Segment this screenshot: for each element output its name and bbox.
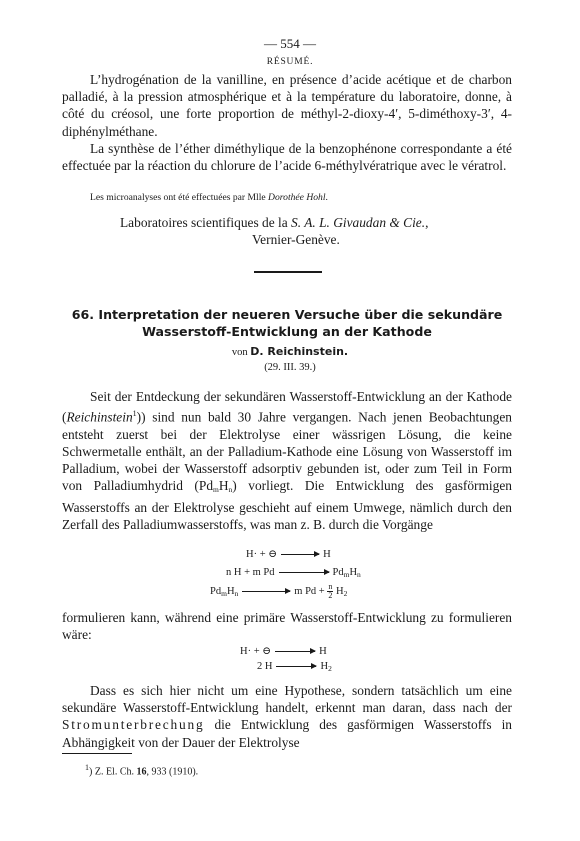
reaction-arrow	[275, 651, 315, 652]
reaction-arrow	[242, 591, 290, 592]
footnote: $^1$) Z. El. Ch. 16, 933 (1910).	[85, 763, 199, 778]
article-paragraph-1: Seit der Entdeckung der sekundären Wasserstoff-Entwicklung an der Kathode (Reichinstein$^1$)) sind nun bald 30 Jahre vergangen. Nach jenen Beobachtungen entsteht zuerst bei der Elektrolyse einer wässrigen Lösung, die keine Schwermetalle enthält, an der Palladium-Kathode eine Lösung von Wasserstoff im Palladium, wobei der Wasserstoff adsorptiv gebunden ist, oder zum Teil in Form von Palladiumhydrid $(Pd_mH_n)$ vorliegt. Die Entwicklung des gasförmigen Wasserstoffs an der Elektrolyse geschieht auf einem Umwege, nämlich durch den Zerfall des Palladiumwasserstoffs, was man z. B. durch die Vorgänge	[62, 389, 512, 532]
footnote-ref: 1	[132, 409, 137, 419]
laboratory-affiliation: Laboratoires scientifiques de la S. A. L. Givaudan & Cie., Vernier-Genève.	[62, 214, 512, 248]
reaction-arrow	[279, 572, 329, 573]
microanalyses-note: Les microanalyses ont été effectuées par Mlle Dorothée Hohl.	[90, 192, 328, 203]
equation-3: $Pd_mH_n$ m Pd + $\frac{n}{2}$ $H_2$	[210, 582, 348, 600]
reaction-arrow	[276, 666, 316, 667]
article-title: 66. Interpretation der neueren Versuche über die sekundäre Wasserstoff-Entwicklung an der Kathode	[71, 307, 503, 339]
fraction: $\frac{n}{2}$	[328, 582, 333, 600]
article-date: (29. III. 39.)	[264, 362, 316, 373]
company-name: S. A. L. Givaudan & Cie.	[291, 215, 426, 230]
reaction-arrow	[281, 554, 319, 555]
equation-1: H· + ⊖ H	[246, 549, 331, 560]
resume-paragraph-2: La synthèse de l’éther diméthylique de la benzophénone correspondante a été effectuée par la réaction du chlorure de l’acide 6-méthylvératrique avec le vératrol.	[62, 141, 512, 174]
laboratory-location: Vernier-Genève.	[252, 232, 340, 248]
page-number: — 554 —	[264, 36, 316, 51]
article-paragraph-2: formulieren kann, während eine primäre Wasserstoff-Entwicklung zu formulieren wäre:	[62, 610, 512, 643]
equation-4: H· + ⊖ H	[240, 646, 327, 657]
section-divider	[254, 271, 322, 273]
resume-paragraph-1: L’hydrogénation de la vanilline, en présence d’acide acétique et de charbon palladié, à la pression atmosphérique et à la température du laboratoire, donne, à côté du créosol, une forte proportion de méthyl-2-dioxy-4′, 5-diméthoxy-3′, 4-diphénylméthane.	[62, 72, 512, 139]
equation-5: 2 H $H_2$	[257, 661, 332, 673]
resume-heading: RÉSUMÉ.	[266, 57, 314, 67]
article-author: von D. Reichinstein.	[231, 345, 349, 358]
equation-2: n H + m Pd $Pd_mH_n$	[226, 567, 361, 579]
footnote-divider	[62, 753, 132, 754]
article-paragraph-3: Dass es sich hier nicht um eine Hypothese, sondern tatsächlich um eine sekundäre Wasserstoff-Entwicklung handelt, erkennt man daran, dass nach der Stromunterbrechung die Entwicklung des gasförmigen Wasserstoffs in Abhängigkeit von der Dauer der Elektrolyse	[62, 683, 512, 750]
